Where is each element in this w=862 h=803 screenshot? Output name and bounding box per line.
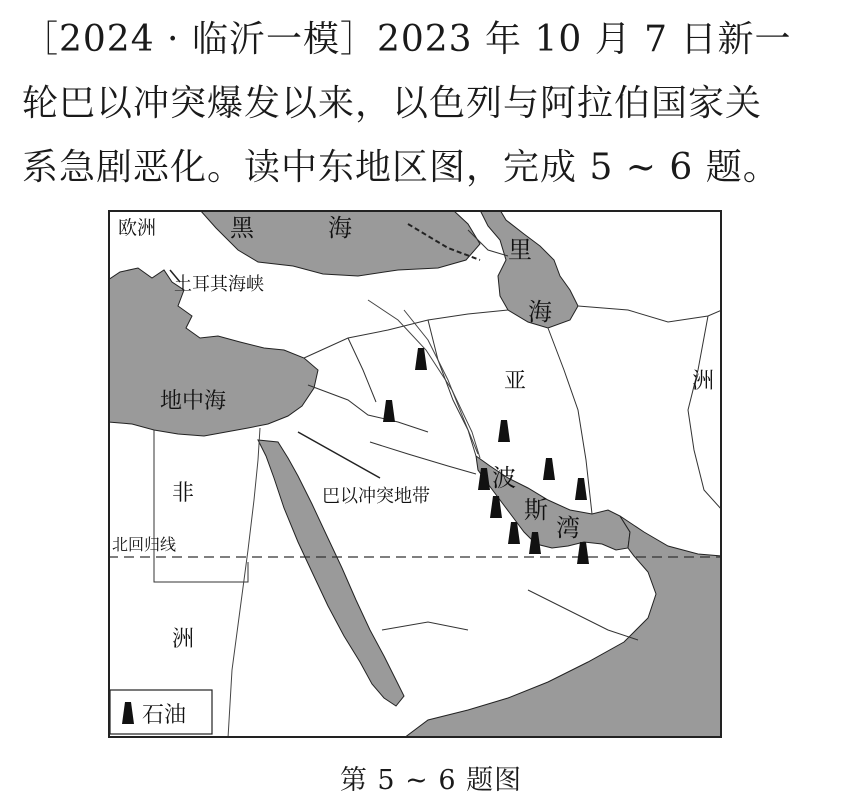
label-asia-2: 洲 [692, 369, 715, 394]
label-tropic: 北回归线 [112, 535, 177, 554]
label-black-sea-1: 黑 [230, 214, 254, 242]
map-legend [110, 690, 212, 734]
label-africa-2: 洲 [172, 627, 195, 652]
question-line-3: 系急剧恶化。读中东地区图，完成 5 ~ 6 题。 [22, 147, 780, 188]
label-africa-1: 非 [172, 481, 195, 506]
label-asia-1: 亚 [504, 369, 527, 394]
question-text [22, 8, 842, 200]
label-persian-gulf-3: 湾 [556, 514, 580, 542]
label-black-sea-2: 海 [328, 214, 352, 242]
label-mediterranean: 地中海 [160, 389, 227, 414]
question-line-2: 轮巴以冲突爆发以来，以色列与阿拉伯国家关 [22, 83, 763, 124]
middle-east-map [108, 210, 722, 738]
label-conflict-zone: 巴以冲突地带 [322, 486, 430, 507]
label-europe: 欧洲 [118, 217, 157, 239]
label-turkish-straits: 土耳其海峡 [174, 274, 264, 295]
label-caspian-2: 海 [528, 298, 552, 326]
legend-oil-label: 石油 [142, 703, 187, 728]
label-persian-gulf-1: 波 [492, 464, 516, 492]
label-persian-gulf-2: 斯 [524, 496, 548, 524]
figure-caption: 第 5 ~ 6 题图 [339, 765, 523, 796]
label-caspian-1: 里 [508, 236, 532, 264]
question-line-1: ［2024 · 临沂一模］2023 年 10 月 7 日新一 [22, 19, 792, 60]
